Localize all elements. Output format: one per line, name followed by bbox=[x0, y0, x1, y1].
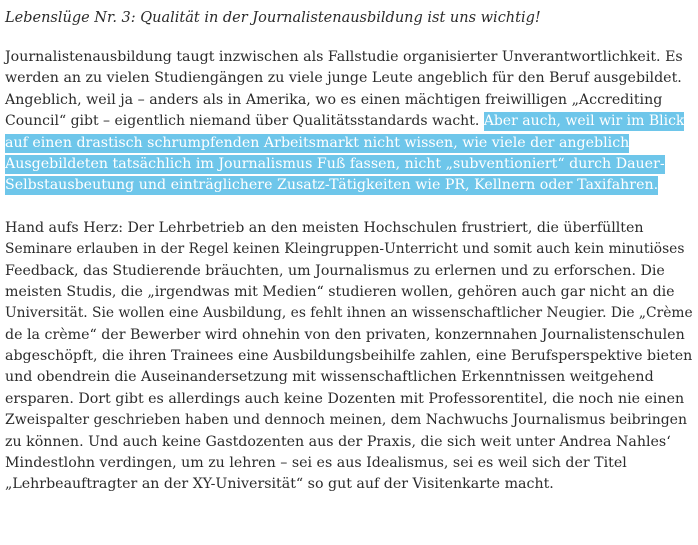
article-body bbox=[5, 0, 693, 496]
paragraph-line: und obendrein die Auseinandersetzung mit wissenschaftlichen Erkenntnissen weitgehend bbox=[5, 369, 654, 386]
paragraph-1 bbox=[5, 47, 693, 197]
paragraph-line bbox=[5, 47, 693, 68]
selected-text[interactable]: auf einen drastisch schrumpfenden Arbeitsmarkt nicht wissen, wie viele der angeblich bbox=[5, 134, 630, 151]
line-text: Council“ gibt – eigentlich niemand über Qualitätsstandards wacht. bbox=[5, 113, 484, 130]
section-heading: Lebenslüge Nr. 3: Qualität in der Journalistenausbildung ist uns wichtig! bbox=[5, 10, 541, 26]
selected-text[interactable]: Aber auch, weil wir im Blick bbox=[483, 113, 685, 130]
paragraph-line bbox=[5, 175, 693, 196]
paragraph-line bbox=[5, 133, 693, 154]
paragraph-line bbox=[5, 154, 693, 175]
paragraph-line: meisten Studis, die „irgendwas mit Medien“ studieren wollen, gehören auch gar nicht an die bbox=[5, 283, 675, 300]
paragraph-line: de la crème“ der Bewerber wird ohnehin von den privaten, konzernnahen Journalistenschulen bbox=[5, 326, 685, 343]
selected-text[interactable]: Selbstausbeutung und einträglichere Zusatz-Tätigkeiten wie PR, Kellnern oder Taxifahren. bbox=[5, 177, 659, 194]
line-text: werden an zu vielen Studiengängen zu viele junge Leute angeblich für den Beruf ausgebildet. bbox=[5, 70, 682, 87]
line-text: Angeblich, weil ja – anders als in Amerika, wo es einen mächtigen freiwilligen „Accrediting bbox=[5, 91, 663, 108]
paragraph-line bbox=[5, 68, 693, 89]
paragraph-line: Zweispalter geschrieben haben und dennoch meinen, dem Nachwuchs Journalismus beibringen bbox=[5, 412, 687, 429]
selected-text[interactable]: Ausgebildeten tatsächlich im Journalismus Fuß fassen, nicht „subventioniert“ durch Dauer- bbox=[5, 155, 665, 172]
paragraph-line bbox=[5, 111, 693, 132]
paragraph-line bbox=[5, 90, 693, 111]
paragraph-line: „Lehrbeauftragter an der XY-Universität“ so gut auf der Visitenkarte macht. bbox=[5, 476, 554, 493]
paragraph-line: Mindestlohn verdingen, um zu lehren – sei es aus Idealismus, sei es weil sich der Titel bbox=[5, 455, 627, 472]
paragraph-2 bbox=[5, 218, 693, 496]
paragraph-line: Universität. Sie wollen eine Ausbildung, es fehlt ihnen an wissenschaftlicher Neugier. Die „Crème bbox=[5, 305, 693, 322]
paragraph-line: zu können. Und auch keine Gastdozenten aus der Praxis, die sich weit unter Andrea Nahles‘ bbox=[5, 433, 671, 450]
paragraph-line: ersparen. Dort gibt es allerdings auch keine Dozenten mit Professorentitel, die noch nie einen bbox=[5, 390, 685, 407]
paragraph-line: Seminare erlauben in der Regel keinen Kleingruppen-Unterricht und somit auch kein minutiöses bbox=[5, 241, 685, 258]
paragraph-line: abgeschöpft, die ihren Trainees eine Ausbildungsbeihilfe zahlen, eine Berufsperspektive bieten bbox=[5, 348, 693, 365]
paragraph-line: Feedback, das Studierende bräuchten, um Journalismus zu erlernen und zu erforschen. Die bbox=[5, 262, 665, 279]
paragraph-line: Hand aufs Herz: Der Lehrbetrieb an den meisten Hochschulen frustriert, die überfüllten bbox=[5, 219, 644, 236]
line-text: Journalistenausbildung taugt inzwischen als Fallstudie organisierter Unverantwortlichkeit. Es bbox=[5, 49, 683, 65]
